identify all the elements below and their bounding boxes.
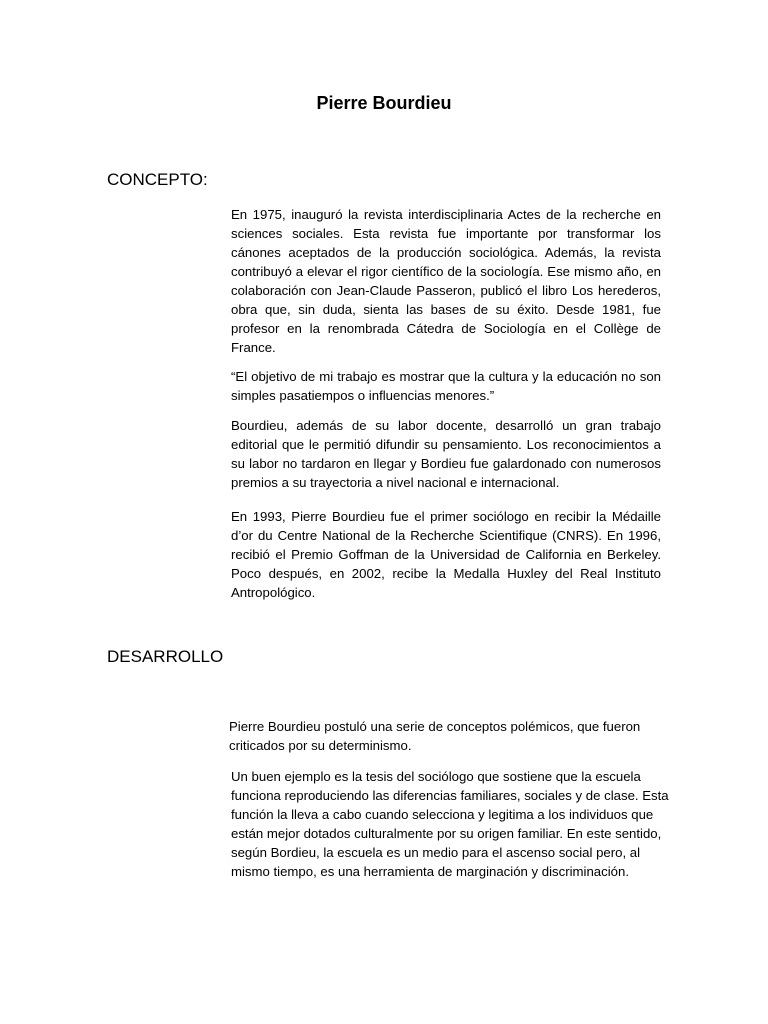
paragraph: Pierre Bourdieu postuló una serie de conceptos polémicos, que fueron criticados por su determinismo.: [229, 719, 641, 753]
paragraph: En 1993, Pierre Bourdieu fue el primer sociólogo en recibir la Médaille d’or du Centre National de la Recherche Scientifique (CNRS). En 1996, recibió el Premio Goffman de la Universidad de California en Berkeley. Poco después, en 2002, recibe la Medalla Huxley del Real Instituto Antropológico.: [231, 509, 661, 600]
document-title: Pierre Bourdieu: [316, 93, 452, 113]
paragraph: Bourdieu, además de su labor docente, desarrolló un gran trabajo editorial que le permitió difundir su pensamiento. Los reconocimientos a su labor no tardaron en llegar y Bordieu fue galardonado con numerosos premios a su trayectoria a nivel nacional e internacional.: [231, 418, 661, 490]
paragraph: En 1975, inauguró la revista interdisciplinaria Actes de la recherche en sciences sociales. Esta revista fue importante por transformar los cánones aceptados de la producción sociológica. Además, la revista contribuyó a elevar el rigor científico de la sociología. Ese mismo año, en colaboración con Jean-Claude Passeron, publicó el libro Los herederos, obra que, sin duda, sienta las bases de su éxito. Desde 1981, fue profesor en la renombrada Cátedra de Sociología en el Collège de France.: [231, 207, 661, 355]
section-heading-desarrollo: DESARROLLO: [107, 647, 224, 666]
paragraph: Un buen ejemplo es la tesis del sociólogo que sostiene que la escuela funciona reproduciendo las diferencias familiares, sociales y de clase. Esta función la lleva a cabo cuando selecciona y legitima a los individuos que están mejor dotados culturalmente por su origen familiar. En este sentido, según Bordieu, la escuela es un medio para el ascenso social pero, al mismo tiempo, es una herramienta de marginación y discriminación.: [231, 769, 669, 879]
quote-paragraph: “El objetivo de mi trabajo es mostrar que la cultura y la educación no son simples pasatiempos o influencias menores.”: [231, 369, 661, 403]
section-heading-concepto: CONCEPTO:: [107, 170, 208, 189]
